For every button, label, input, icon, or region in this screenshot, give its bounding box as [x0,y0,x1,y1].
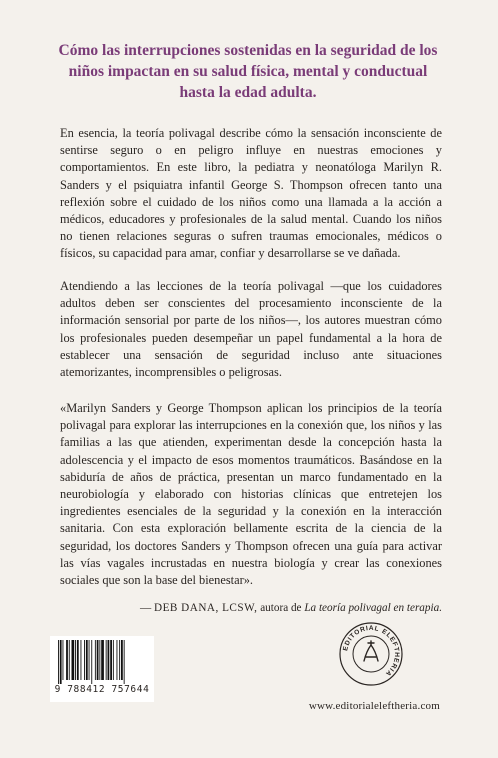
isbn-number: 9 788412 757644 [54,684,150,695]
publisher-logo-icon [338,621,404,687]
barcode-bar [119,640,120,680]
barcode-bar [117,640,118,680]
attribution-middle: autora de [257,602,305,614]
barcode-bar [113,640,114,680]
barcode-bar [84,640,85,680]
isbn-barcode [50,636,154,702]
barcode-bar [60,640,62,684]
quote-attribution [140,602,442,614]
barcode-bar [86,640,88,680]
barcode-bar [110,640,112,680]
barcode-bars [58,640,146,684]
barcode-bar [97,640,99,680]
synopsis-paragraph-2: Atendiendo a las lecciones de la teoría polivagal —que los cuidadores adultos deben ser conscientes del procesamiento inconsciente de la información sensorial por parte de los niños—, los autores muestran cómo los profesionales pueden desempeñar un papel fundamental a la hora de establecer una sensación de seguridad incluso ante situaciones atemorizantes, incomprensibles o peligrosas. [60,279,442,380]
cover-headline: Cómo las interrupciones sostenidas en la seguridad de los niños impactan en su salud física, mental y conductual hasta la edad adulta. [58,42,438,101]
barcode-bar [95,640,96,680]
barcode-bar [91,640,92,684]
barcode-bar [99,640,100,680]
barcode-bar [66,640,68,680]
attribution-dash: — [140,602,154,614]
barcode-bar [108,640,110,680]
barcode-bar [101,640,104,680]
publisher-website: www.editorialeleftheria.com [308,700,440,712]
endorsement-quote: «Marilyn Sanders y George Thompson aplican los principios de la teoría polivagal para explorar las interrupciones en la conexión que, los niños y las familias a las que atienden, experimentan desde la concepción hasta la adolescencia y el impacto de esos momentos traumáticos. Basándose en la sabiduría de años de práctica, presentan un marco fundamentado en la neurobiología y elaborado con historias clínicas que entretejen los ingredientes esenciales de la seguridad y la conexión en la interacción sanitaria. Con esta exploración bellamente escrita de la ciencia de la seguridad, los doctores Sanders y Thompson ofrecen una guía para activar las vías vagales incrustadas en nuestra biología y crear las conexiones sociales que son la base del bienestar». [60,401,442,588]
barcode-bar [72,640,75,680]
barcode-bar [58,640,59,684]
logo-ring-text: EDITORIAL ELEFTHERIA [342,624,401,678]
barcode-bar [63,640,64,680]
attribution-book-title: La teoría polivagal en terapia. [304,602,442,614]
attribution-author: DEB DANA, LCSW, [153,602,258,614]
barcode-bar [77,640,79,680]
barcode-bar [69,640,70,680]
barcode-bar [121,640,123,680]
synopsis-paragraph-1: En esencia, la teoría polivagal describe cómo la sensación inconsciente de sentirse seguro o en peligro influye en nuestras emociones y comportamientos. En este libro, la pediatra y neonatóloga Marilyn R. Sanders y el psiquiatra infantil George S. Thompson ofrecen tanto una reflexión sobre el cuidado de los niños como una llamada a la acción a médicos, educadores y profesionales de la salud mental. Cuando los niños no tienen relaciones seguras o sufren traumas emocionales, médicos o físicos, su capacidad para amar, confiar y desarrollarse se ve dañada. [60,126,442,261]
svg-text:EDITORIAL ELEFTHERIA [342,625,400,677]
barcode-bar [89,640,90,680]
barcode-bar [81,640,82,680]
barcode-bar [124,640,125,684]
barcode-bar [106,640,107,680]
barcode-bar [75,640,76,680]
